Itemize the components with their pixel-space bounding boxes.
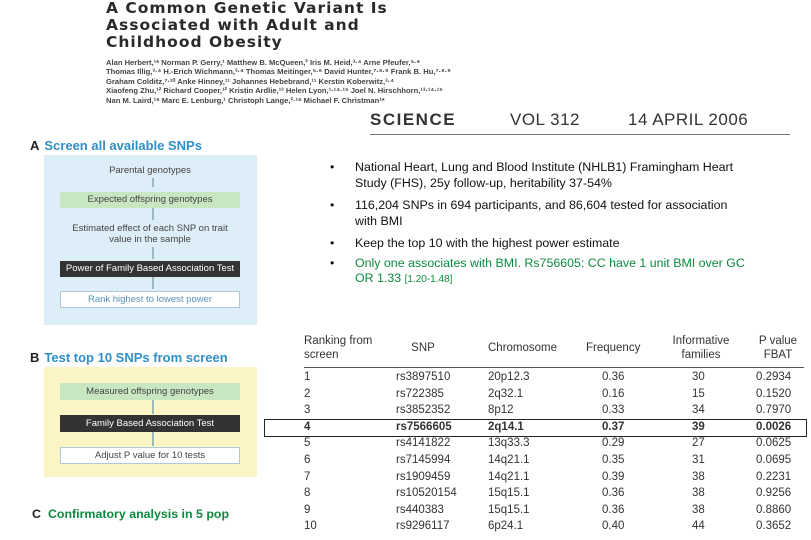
cell-rank: 2 — [304, 387, 311, 400]
bullet-list — [330, 160, 750, 295]
table-row — [304, 520, 804, 536]
bullet-confidence-interval: [1.20-1.48] — [404, 274, 453, 285]
cell-rank: 1 — [304, 371, 311, 383]
cell-pval: 0.2934 — [756, 371, 792, 383]
cell-pval: 0.9256 — [756, 487, 792, 500]
table-row — [304, 487, 804, 503]
cell-pval: 0.3652 — [756, 520, 792, 533]
flow-connector — [152, 247, 154, 259]
flow-box-measured-genotypes: Measured offspring genotypes — [60, 383, 240, 400]
paper-title-line: A Common Genetic Variant Is — [106, 0, 388, 17]
cell-snp: rs3897510 — [396, 371, 451, 383]
flow-connector — [152, 432, 154, 446]
cell-pval: 0.8860 — [756, 503, 792, 516]
table-row — [304, 388, 804, 404]
flow-box-estimated-effect: Estimated effect of each SNP on trait value in the sample — [72, 223, 228, 245]
cell-chrom: 6p24.1 — [488, 520, 524, 533]
cell-snp: rs7145994 — [396, 454, 451, 466]
bullet-dot-icon: • — [330, 198, 335, 212]
table-row — [304, 454, 804, 470]
cell-rank: 3 — [304, 404, 311, 417]
author-line: Alan Herbert,¹* Norman P. Gerry,¹ Matthew B. McQueen,² Iris M. Heid,³·⁴ Arne Pfeufer,⁵·⁶ — [106, 58, 421, 67]
col-header-frequency: Frequency — [586, 342, 641, 354]
cell-inf: 30 — [692, 371, 705, 383]
bullet-text: Keep the top 10 with the highest power estimate — [355, 236, 620, 250]
panel-a-title: Screen all available SNPs — [44, 138, 202, 153]
panel-b-heading — [30, 350, 228, 365]
panel-b-title: Test top 10 SNPs from screen — [44, 350, 228, 365]
paper-title-line: Childhood Obesity — [106, 33, 283, 51]
cell-inf: 38 — [692, 487, 705, 500]
journal-date: 14 APRIL 2006 — [628, 110, 749, 129]
bullet-text: National Heart, Lung and Blood Institute (NHLB1) Framingham Heart Study (FHS), 25y follow-up, heritability 37-54% — [355, 160, 734, 190]
flow-box-fbat: Family Based Association Test — [60, 415, 240, 432]
cell-freq: 0.37 — [602, 420, 625, 433]
cell-pval: 0.7970 — [756, 404, 792, 417]
cell-chrom: 14q21.1 — [488, 470, 530, 483]
cell-pval: 0.0695 — [756, 454, 792, 466]
journal-name: SCIENCE — [370, 110, 457, 129]
cell-chrom: 14q21.1 — [488, 454, 530, 466]
bullet-dot-icon: • — [330, 160, 335, 174]
cell-chrom: 2q32.1 — [488, 387, 524, 400]
cell-rank: 6 — [304, 454, 311, 466]
col-header-snp: SNP — [411, 342, 435, 354]
cell-inf: 34 — [692, 404, 705, 417]
journal-volume: VOL 312 — [510, 110, 580, 129]
cell-freq: 0.29 — [602, 437, 625, 450]
flow-connector — [152, 277, 154, 289]
cell-pval: 0.0026 — [756, 420, 792, 433]
snp-results-table — [268, 330, 811, 540]
cell-freq: 0.16 — [602, 387, 625, 400]
flow-connector — [152, 208, 154, 220]
flow-connector — [152, 178, 154, 187]
journal-citation — [370, 110, 790, 135]
cell-pval: 0.0625 — [756, 437, 792, 450]
cell-freq: 0.36 — [602, 371, 625, 383]
panel-c-letter: C — [32, 507, 41, 521]
cell-chrom: 20p12.3 — [488, 371, 530, 383]
table-row — [304, 371, 804, 387]
cell-rank: 7 — [304, 470, 311, 483]
cell-inf: 15 — [692, 387, 705, 400]
cell-snp: rs1909459 — [396, 470, 451, 483]
cell-rank: 4 — [304, 420, 311, 433]
table-row — [304, 404, 804, 420]
panel-a-flowchart — [44, 155, 257, 325]
flow-box-parental-genotypes: Parental genotypes — [109, 165, 191, 176]
paper-authors — [106, 58, 506, 105]
bullet-item-highlight — [330, 256, 750, 288]
flow-box-rank-power: Rank highest to lowest power — [60, 291, 240, 308]
highlight-row-box — [264, 419, 807, 437]
cell-chrom: 2q14.1 — [488, 420, 524, 433]
cell-inf: 39 — [692, 420, 705, 433]
cell-freq: 0.39 — [602, 470, 625, 483]
cell-freq: 0.36 — [602, 503, 625, 516]
flow-box-adjust-p: Adjust P value for 10 tests — [60, 447, 240, 464]
bullet-item — [330, 236, 750, 252]
flow-box-expected-genotypes: Expected offspring genotypes — [60, 192, 240, 208]
cell-inf: 31 — [692, 454, 705, 466]
cell-snp: rs440383 — [396, 503, 444, 516]
cell-rank: 9 — [304, 503, 311, 516]
bullet-item — [330, 160, 750, 191]
cell-chrom: 13q33.3 — [488, 437, 530, 450]
table-row — [304, 471, 804, 487]
author-line: Nan M. Laird,¹⁶ Marc E. Lenburg,¹ Christoph Lange,²·¹⁶ Michael F. Christman¹* — [106, 95, 385, 105]
cell-chrom: 15q15.1 — [488, 487, 530, 500]
cell-pval: 0.2231 — [756, 470, 792, 483]
bullet-text: Only one associates with BMI. Rs756605: CC have 1 unit BMI over GC OR 1.33 — [355, 255, 745, 285]
col-header-rank: Ranking from screen — [304, 335, 373, 361]
bullet-text: 116,204 SNPs in 694 participants, and 86,604 tested for association with BMI — [355, 198, 728, 228]
cell-inf: 27 — [692, 437, 705, 450]
cell-snp: rs10520154 — [396, 487, 457, 500]
cell-freq: 0.36 — [602, 487, 625, 500]
panel-c-text: Confirmatory analysis in 5 pop — [47, 507, 230, 521]
paper-title — [106, 0, 436, 51]
paper-title-line: Associated with Adult and — [106, 16, 360, 34]
cell-chrom: 15q15.1 — [488, 503, 530, 516]
cell-chrom: 8p12 — [488, 404, 514, 417]
col-header-pvalue: P value FBAT — [758, 335, 798, 361]
cell-snp: rs3852352 — [396, 404, 451, 417]
cell-rank: 8 — [304, 487, 311, 500]
flow-connector — [152, 400, 154, 414]
author-line: Thomas Illig,³·⁴ H.-Erich Wichmann,³·⁴ Thomas Meitinger,⁵·⁶ David Hunter,⁷·⁸·⁹ Frank B. Hu,⁷·⁸·⁹ — [106, 67, 451, 77]
panel-b-letter: B — [30, 350, 40, 365]
col-header-informative: Informative families — [672, 335, 730, 361]
cell-snp: rs9296117 — [396, 520, 450, 533]
table-row — [304, 437, 804, 453]
bullet-dot-icon: • — [330, 236, 335, 250]
author-line: Graham Colditz,⁷·¹⁰ Anke Hinney,¹¹ Johannes Hebebrand,¹¹ Kerstin Koberwitz,³·⁴ — [106, 76, 394, 86]
author-line: Xiaofeng Zhu,¹² Richard Cooper,¹² Kristin Ardlie,¹³ Helen Lyon,¹·¹⁴·¹⁵ Joel N. Hirschhorn,¹³·¹⁴·¹⁵ — [106, 86, 443, 96]
cell-inf: 44 — [692, 520, 705, 533]
table-row — [304, 504, 804, 520]
panel-b-flowchart — [44, 367, 257, 477]
panel-c-heading — [32, 507, 229, 521]
panel-a-letter: A — [30, 138, 40, 153]
cell-snp: rs4141822 — [396, 437, 451, 450]
cell-pval: 0.1520 — [756, 387, 792, 400]
cell-inf: 38 — [692, 503, 705, 516]
cell-freq: 0.35 — [602, 454, 625, 466]
bullet-item — [330, 198, 750, 229]
cell-freq: 0.40 — [602, 520, 625, 533]
table-header-rule — [304, 367, 804, 368]
cell-rank: 10 — [304, 520, 317, 533]
cell-snp: rs7566605 — [396, 420, 452, 433]
cell-inf: 38 — [692, 470, 705, 483]
cell-rank: 5 — [304, 437, 311, 450]
panel-a-heading — [30, 138, 202, 153]
flow-box-power-fbat: Power of Family Based Association Test — [60, 261, 240, 277]
col-header-chromosome: Chromosome — [488, 342, 558, 354]
bullet-dot-icon: • — [330, 255, 335, 270]
cell-freq: 0.33 — [602, 404, 625, 417]
cell-snp: rs722385 — [396, 387, 444, 400]
